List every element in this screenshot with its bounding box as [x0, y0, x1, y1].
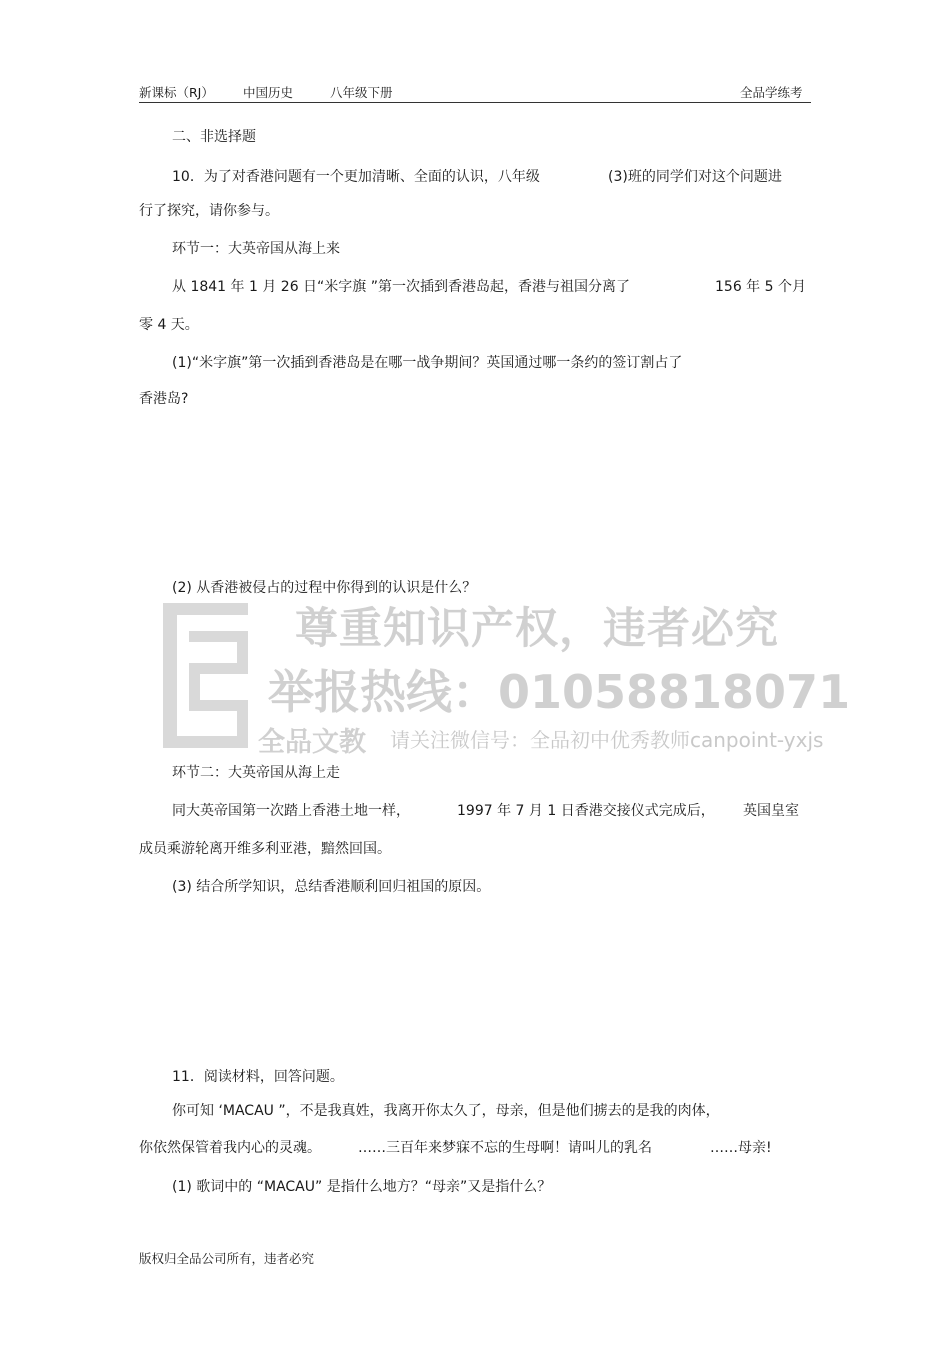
q11-title: 11．阅读材料，回答问题。 — [172, 1069, 344, 1085]
watermark-logo-icon — [163, 603, 248, 748]
q10-link2-text-part1: 同大英帝国第一次踏上香港土地一样， — [172, 803, 410, 819]
q10-link1-text-part2: 156 年 5 个月 — [715, 279, 806, 295]
q10-link1-text-part1: 从 1841 年 1 月 26 日“米字旗 ”第一次插到香港岛起，香港与祖国分离了 — [172, 279, 631, 295]
q11-material-line2-part1: 你依然保管着我内心的灵魂。 — [139, 1140, 321, 1156]
q10-link2-text-part2: 1997 年 7 月 1 日香港交接仪式完成后， — [457, 803, 715, 819]
header-brand: 全品学练考 — [740, 85, 803, 100]
header-edition: 新课标（RJ） — [139, 85, 214, 100]
q11-material-line2-part2: ……三百年来梦寐不忘的生母啊！请叫儿的乳名 — [358, 1140, 652, 1156]
q10-sub1-line2: 香港岛? — [139, 391, 189, 407]
watermark-wechat: 请关注微信号：全品初中优秀教师canpoint-yxjs — [390, 728, 824, 752]
q11-sub1: (1) 歌词中的 “MACAU” 是指什么地方？“母亲”又是指什么？ — [172, 1179, 552, 1195]
footer-copyright: 版权归全品公司所有，违者必究 — [139, 1251, 315, 1266]
q10-sub3: (3) 结合所学知识，总结香港顺利回归祖国的原因。 — [172, 879, 491, 895]
q10-link2-text-line2: 成员乘游轮离开维多利亚港，黯然回国。 — [139, 841, 391, 857]
watermark-brand: 全品文教 — [258, 727, 366, 758]
q10-sub2: (2) 从香港被侵占的过程中你得到的认识是什么？ — [172, 580, 477, 596]
q11-material-line2-part3: ……母亲! — [710, 1140, 772, 1156]
q10-intro-part2: (3)班的同学们对这个问题进 — [608, 169, 782, 185]
q10-link2-title: 环节二：大英帝国从海上走 — [172, 765, 340, 781]
q10-sub1-line1: (1)“米字旗”第一次插到香港岛是在哪一战争期间？英国通过哪一条约的签订割占了 — [172, 355, 683, 371]
q10-link2-text-part3: 英国皇室 — [743, 803, 799, 819]
q10-intro-line2: 行了探究，请你参与。 — [139, 203, 279, 219]
watermark-line1: 尊重知识产权，违者必究 — [295, 604, 779, 654]
watermark-hotline: 举报热线：01058818071 — [268, 665, 851, 719]
q10-link1-text-line2: 零 4 天。 — [139, 317, 199, 333]
section-title: 二、非选择题 — [172, 129, 256, 145]
q10-intro-part1: 10．为了对香港问题有一个更加清晰、全面的认识，八年级 — [172, 169, 540, 185]
header-divider — [139, 102, 811, 103]
q11-material-line1: 你可知 ‘MACAU ”，不是我真姓，我离开你太久了，母亲，但是他们掳去的是我的肉体， — [172, 1103, 720, 1119]
header-grade: 八年级下册 — [330, 85, 393, 100]
header-subject: 中国历史 — [243, 85, 294, 100]
q10-link1-title: 环节一：大英帝国从海上来 — [172, 241, 340, 257]
